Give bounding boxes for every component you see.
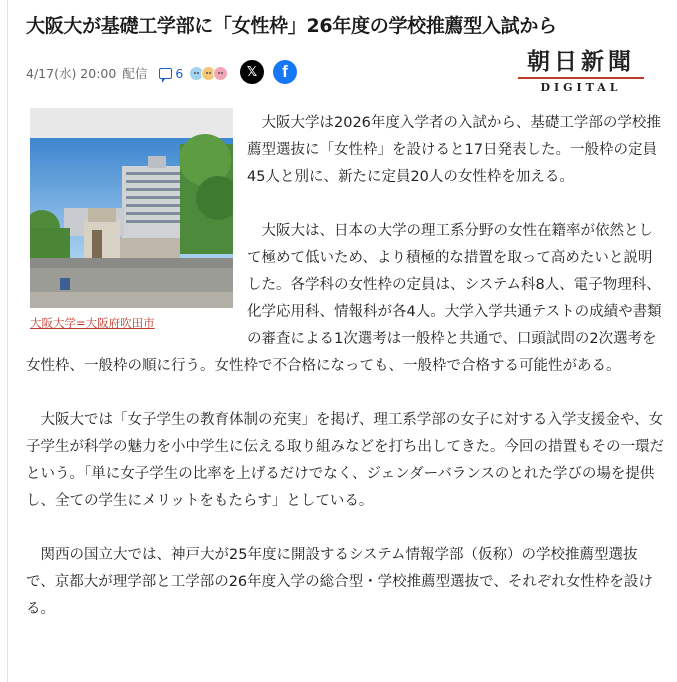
reaction-face-icon [213, 66, 228, 81]
publisher-sub: DIGITAL [540, 80, 622, 94]
speech-bubble-icon [159, 68, 172, 79]
publisher-logo[interactable] [518, 48, 644, 96]
article-title: 大阪大が基礎工学部に「女性枠」26年度の学校推薦型入試から [26, 15, 557, 37]
photo-caption[interactable]: 大阪大学=大阪府吹田市 [30, 316, 155, 330]
publish-date: 4/17(水) 20:00 [26, 66, 117, 81]
comment-count: 6 [175, 65, 184, 81]
figure-spacer [26, 110, 247, 347]
article-meta [26, 60, 225, 86]
left-divider [7, 0, 8, 682]
facebook-share-button[interactable] [273, 60, 297, 84]
reaction-faces-icon[interactable] [189, 66, 225, 81]
article-paragraph: 大阪大学は2026年度入学者の入試から、基礎工学部の学校推薦型選抜に「女性枠」を設けると17日発表した。一般枠の定員45人と別に、新たに定員20人の女性枠を加える。 [247, 115, 661, 185]
article-paragraph: 関西の国立大では、神戸大が25年度に開設するシステム情報学部（仮称）の学校推薦型選抜で、京都大が理学部と工学部の26年度入学の総合型・学校推薦型選抜で、それぞれ女性枠を設ける。 [26, 547, 653, 617]
x-share-button[interactable] [240, 60, 264, 84]
publisher-name: 朝日新聞 [527, 48, 635, 75]
article-body [26, 110, 666, 650]
article-paragraph: 大阪大は、日本の大学の理工系分野の女性在籍率が依然として極めて低いため、より積極的な措置を取って高めたいと説明した。各学科の女性枠の定員は、システム科8人、電子物理科、化学応用科、情報科が各4人。大学入学共通テストの成績や書類の審査による1次選考は一般枠と共通で、口頭試問の2次選考を女性枠、一般枠の順に行う。女性枠で不合格になっても、一般枠で合格する可能性がある。 [26, 223, 662, 374]
article-paragraph: 大阪大では「女子学生の教育体制の充実」を掲げ、理工系学部の女子に対する入学支援金や、女子学生が科学の魅力を小中学生に伝える取り組みなどを打ち出してきた。今回の措置もその一環だという。「単に女子学生の比率を上げるだけでなく、ジェンダーバランスのとれた学びの場を提供し、全ての学生にメリットをもたらす」としている。 [26, 412, 664, 509]
comment-link[interactable] [159, 66, 183, 81]
publisher-logo-bar [518, 77, 644, 79]
x-logo-icon: 𝕏 [246, 64, 258, 80]
distribution-label: 配信 [122, 66, 148, 81]
facebook-logo-icon: f [282, 62, 288, 81]
